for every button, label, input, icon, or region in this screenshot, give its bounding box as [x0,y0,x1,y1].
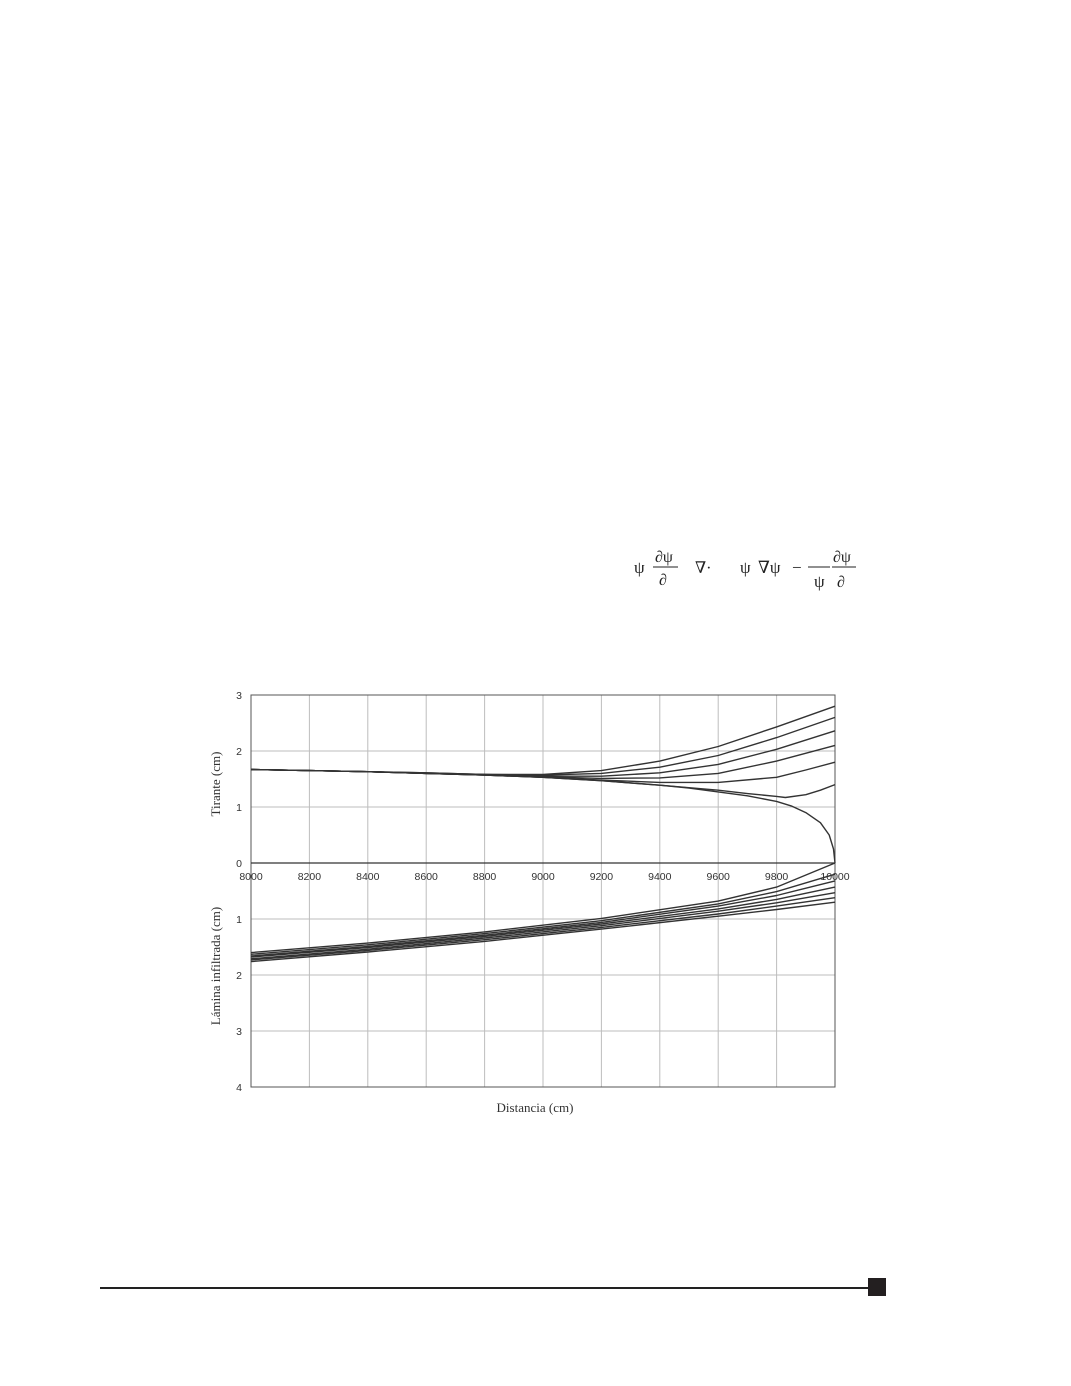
y-tick-label-bottom: 4 [236,1082,242,1094]
equation-partial-psi-numerator: ∂ψ [655,549,673,566]
equation-psi-coefficient: ψ [740,558,751,577]
y-tick-label-top: 2 [236,746,242,758]
equation-divergence-operator: ∇· [695,560,712,577]
y-axis-title-top: Tirante (cm) [208,751,223,817]
y-tick-label-top: 0 [236,858,242,870]
y-tick-label-top: 3 [236,690,242,702]
equation-psi: ψ [634,558,645,577]
x-tick-label: 8000 [239,871,263,883]
equation-partial-psi-numerator-2: ∂ψ [833,549,851,566]
x-axis-title: Distancia (cm) [496,1100,574,1115]
chart [195,680,875,1130]
x-tick-label: 8400 [356,871,380,883]
x-tick-label: 8800 [472,871,497,883]
x-tick-label: 9800 [764,871,789,883]
x-tick-label: 8600 [414,871,438,883]
equation-gradient-psi: ∇ψ [758,558,781,577]
equation-psi-denominator: ψ [814,572,825,591]
footer-rule [100,1287,868,1289]
equation-minus-sign: − [792,558,802,577]
x-tick-label: 10000 [820,871,850,883]
equation-partial-denominator: ∂ [659,572,667,589]
x-tick-label: 9600 [706,871,730,883]
y-tick-label-bottom: 1 [236,914,242,926]
page-marker-square [868,1278,886,1296]
y-axis-title-bottom: Lámina infiltrada (cm) [208,906,223,1026]
x-tick-label: 9200 [589,871,614,883]
y-tick-label-bottom: 3 [236,1026,242,1038]
equation [600,540,900,600]
x-tick-label: 8200 [297,871,322,883]
equation-partial-denominator-2: ∂ [837,574,845,591]
y-tick-label-bottom: 2 [236,970,242,982]
y-tick-label-top: 1 [236,802,242,814]
x-tick-label: 9000 [531,871,555,883]
x-tick-label: 9400 [648,871,672,883]
